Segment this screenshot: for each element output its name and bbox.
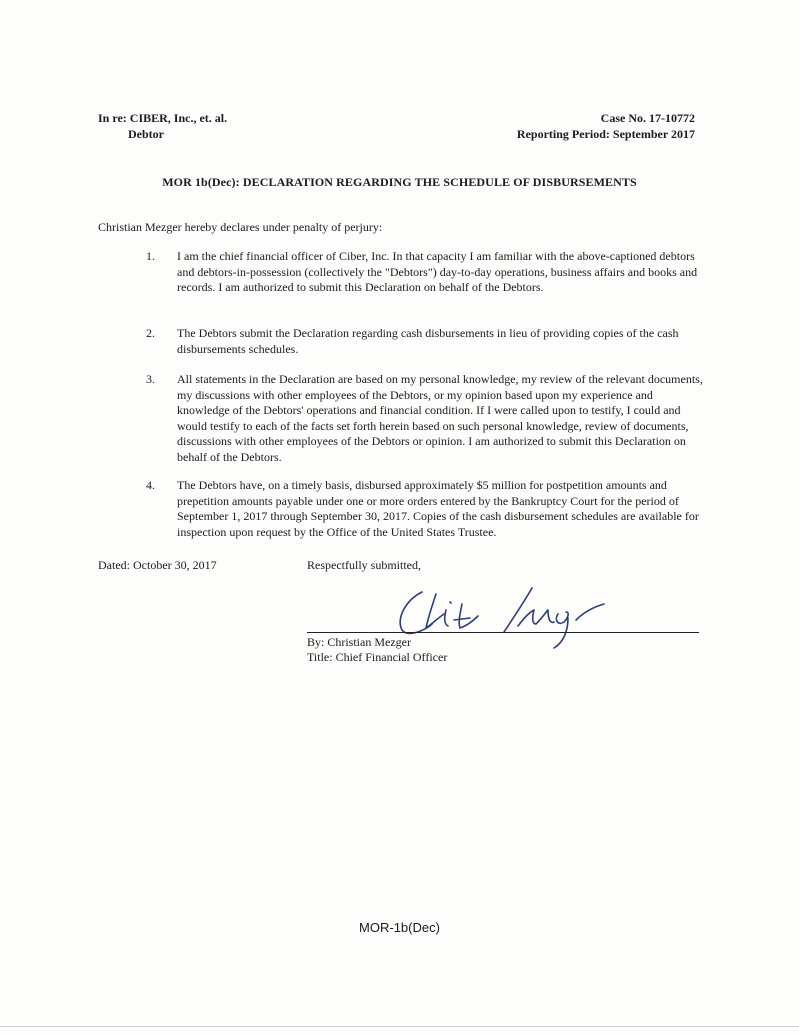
closing-line: Respectfully submitted, [307,558,421,572]
paragraph-text: All statements in the Declaration are based on my personal knowledge, my review of the relevant documents, my discussions with other employees of the Debtors, or my opinion based upon my experience and knowledge of the Debtors' operations and financial condition. If I were called upon to testify, I could and would testify to each of the facts set forth herein based on such personal knowledge, review of documents, discussions with other employees of the Debtors or opinion. I am authorized to submit this Declaration on behalf of the Debtors. [177,372,703,464]
numbered-paragraph [146,478,706,540]
signatory-title: Title: Chief Financial Officer [307,650,448,664]
date-line: Dated: October 30, 2017 [98,558,217,572]
numbered-paragraph [146,372,706,465]
paragraph-number: 3. [146,372,155,386]
paragraph-text: The Debtors submit the Declaration regarding cash disbursements in lieu of providing copies of the cash disbursements schedules. [177,326,679,356]
reporting-period: Reporting Period: September 2017 [516,127,695,141]
page-footer: MOR-1b(Dec) [359,920,440,935]
paragraph-number: 2. [146,326,155,340]
paragraph-number: 1. [146,249,155,263]
signature-line [307,632,699,633]
case-caption [98,110,227,142]
paragraph-number: 4. [146,478,155,492]
numbered-paragraph [146,249,706,296]
signatory-block [307,635,447,665]
signatory-name: By: Christian Mezger [307,635,411,649]
intro-paragraph: Christian Mezger hereby declares under penalty of perjury: [98,220,383,234]
scan-edge [0,1026,799,1027]
numbered-paragraph [146,326,706,357]
debtor-label: Debtor [128,127,164,141]
case-number: Case No. 17-10772 [600,111,695,125]
case-info [517,110,695,142]
in-re-line: In re: CIBER, Inc., et. al. [98,111,228,125]
document-title: MOR 1b(Dec): DECLARATION REGARDING THE SCHEDULE OF DISBURSEMENTS [162,175,637,189]
paragraph-text: The Debtors have, on a timely basis, disbursed approximately $5 million for postpetition amounts and prepetition amounts payable under one or more orders entered by the Bankruptcy Court for the period of September 1, 2017 through September 30, 2017. Copies of the cash disbursement schedules are available for inspection upon request by the Office of the United States Trustee. [177,478,699,539]
paragraph-text: I am the chief financial officer of Ciber, Inc. In that capacity I am familiar with the above-captioned debtors and debtors-in-possession (collectively the "Debtors") day-to-day operations, business affairs and books and records. I am authorized to submit this Declaration on behalf of the Debtors. [177,249,698,294]
